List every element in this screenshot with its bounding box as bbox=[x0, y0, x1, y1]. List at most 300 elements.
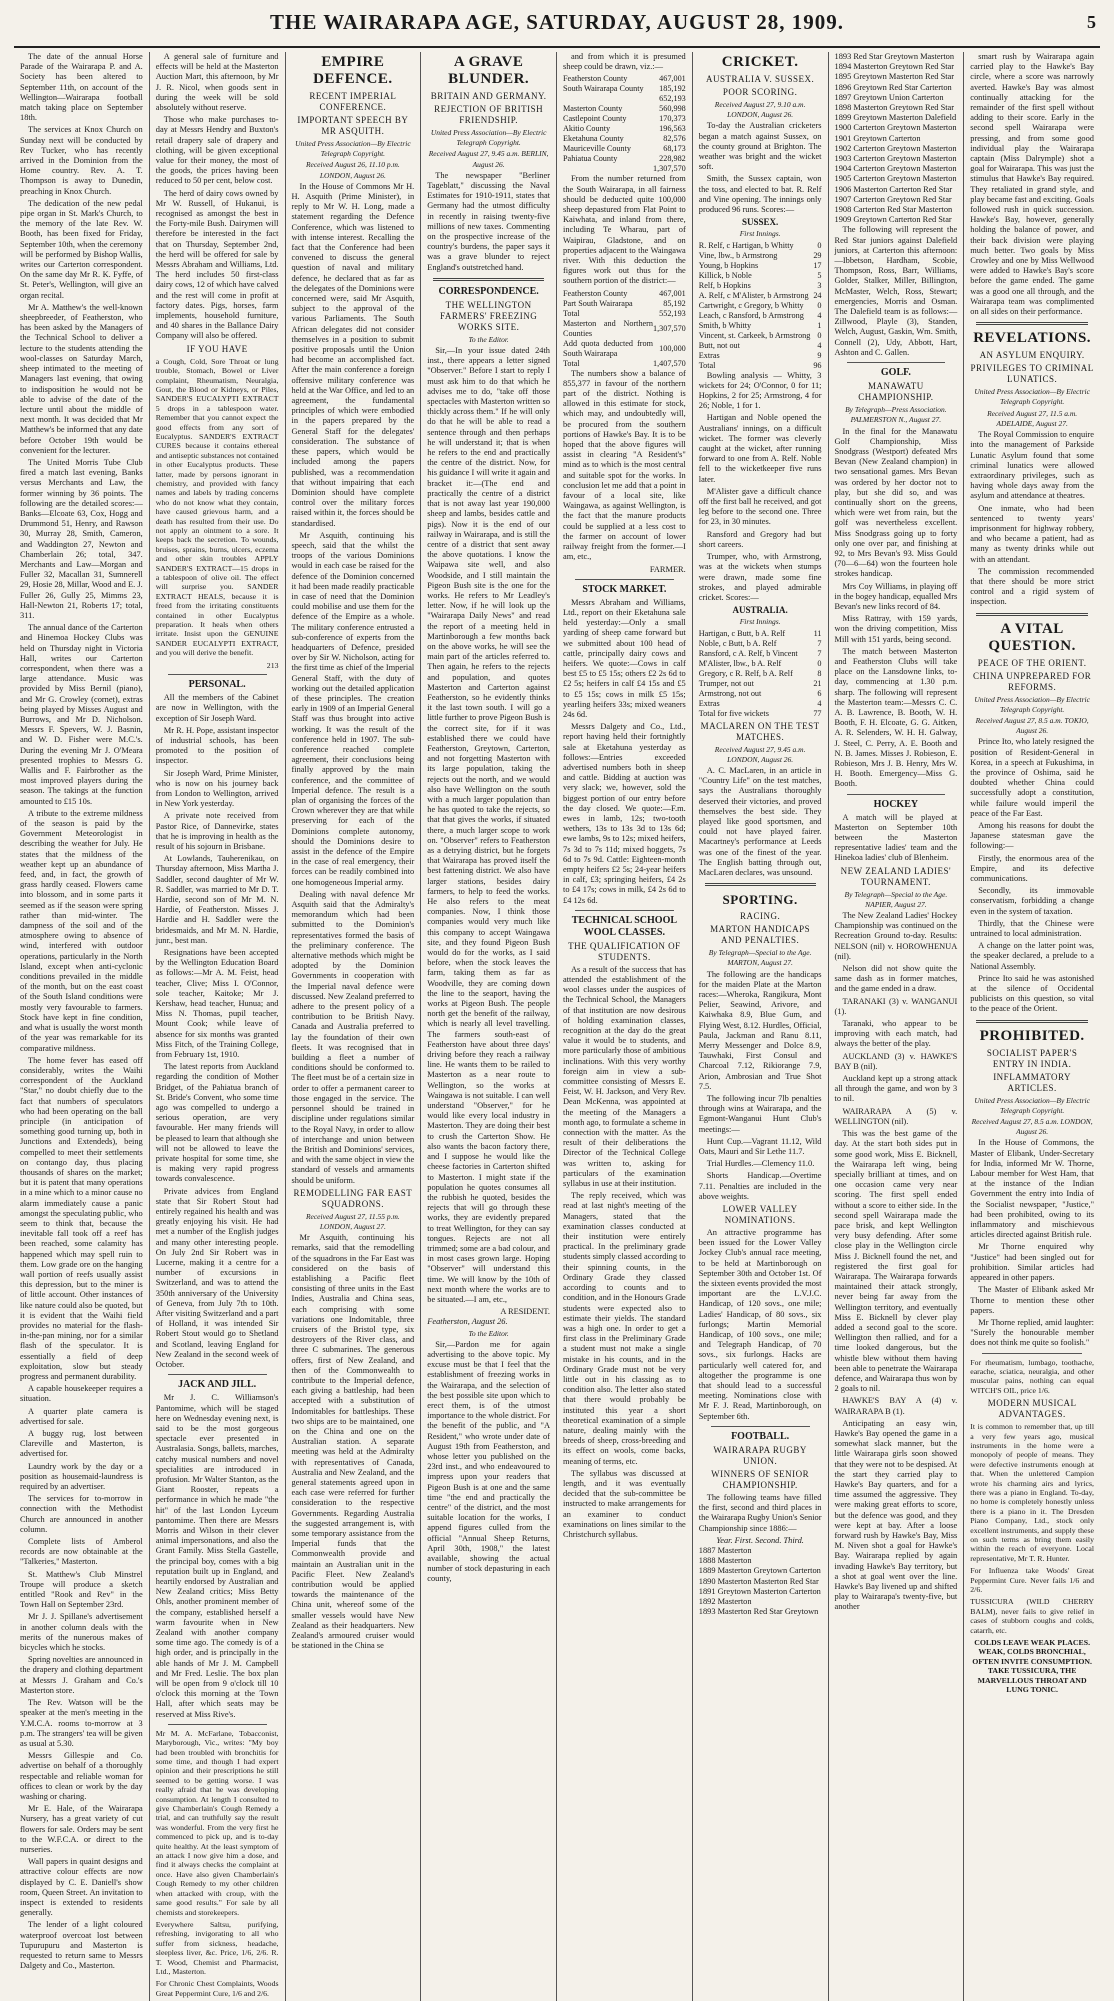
football-teams: The following will represent the Red Star juniors against Dalefield juniors, at Carterton this afternoon:—Ibbetson, Hardham, Scobie, Thompson, Ross, Barr, Williams, Golder, Stalker, Miller, Billington, McMaster, Welch, Ross, Stewart; emergencies, Morris and Osman. The Dalefield team is as follows:—Zillwood, Playle (3), Standen, Welch, August, Gaskin, Wm. Smith, Connell (2), Udy, Abbott, Hart, Ashton and C. Gallen. bbox=[834, 225, 958, 357]
stock-paragraph: Messrs Dalgety and Co., Ltd., report having held their fortnightly sale at Eketahuna yesterday as follows:—Entries exceeded advertised numbers both in sheep and cattle. Bidding at auction was very slack; we, however, sold the biggest portion of our entry before the day closed. We quote:—F.m. ewes in lamb, 12s; two-tooth wethers, 13s to 13s 3d to 13s 6d; ewe lambs, 9s to 12s; mixed heifers, 7s 3d to 7s 11d; mixed hoggets, 7s 6d to 7s 9d. Cattle: Eighteen-month empty heifers £2 5s; 24-year heifers in calf, £3; springing heifers, £4 2s to £4 17s; cows in milk, £4 2s 6d to £4 12s 6d. bbox=[563, 722, 686, 905]
personal-paragraph: Mr R. H. Pope, assistant inspector of industrial schools, has been promoted to the position of inspector. bbox=[155, 725, 279, 766]
score-row-value: 24 bbox=[813, 290, 822, 300]
score-row-label: Total for five wickets bbox=[698, 708, 769, 718]
championship-row: 1901 Greytown Carterton bbox=[834, 133, 921, 143]
score-row-label: Extras bbox=[698, 350, 720, 360]
score-row-value: 0 bbox=[817, 240, 822, 250]
sheep-row bbox=[563, 144, 686, 154]
golf-paragraph: Mrs Coy Williams, in playing off in the bogey handicap, equalled Mrs Bevan's new links record of 84. bbox=[834, 581, 958, 611]
championship-row: 1899 Greytown Masterton Dalefield bbox=[834, 113, 957, 123]
news-paragraph: A capable housekeeper requires a situation. bbox=[20, 1384, 143, 1404]
dateline: Received August 27, 9.45 a.m. LONDON, August 26. bbox=[714, 744, 806, 764]
hockey-paragraph: Anticipating an easy win, Hawke's Bay opened the game in a somewhat slack manner, but the little Wairarapa girls soon showed that they were not to be despised. At the start they carried play to Hawke's Bay quarters, and for a time assumed the aggressive. They were making great efforts to score, but the defence was good, and they were kept at bay. After a loose forward rush by Hawke's Bay, Miss M. Niven shot a goal for Hawke's Bay. Wairarapa replied by again invading Hawke's Bay territory, but a shot at goal went over the line. Hawke's Bay livened up and shifted play to Wairarapa's twenty-five, but another bbox=[834, 1418, 958, 1612]
empire-defence-subheading-2: IMPORTANT SPEECH BY MR ASQUITH. bbox=[297, 115, 409, 136]
to-editor: To the Editor. bbox=[468, 334, 509, 344]
news-paragraph: The dedication of the new pedal pipe organ in St. Mark's Church, to the memory of the late Rev. W. Booth, has been fixed for Friday, September 10th, when the ceremony will be performed by Bishop Wallis, writes our Carterton correspondent. On the same day Mr R. K. Fyffe, of St. Peter's, Wellington, will give an organ recital. bbox=[20, 198, 143, 300]
score-row-value: 11 bbox=[813, 628, 822, 638]
ad-reference: 213 bbox=[266, 660, 279, 670]
score-row-value: 4 bbox=[817, 698, 822, 708]
score-row-label: Armstrong, not out bbox=[698, 688, 762, 698]
championship-row: 1906 Masterton Carterton Red Star bbox=[834, 184, 953, 194]
sheep-row-value: 228,982 bbox=[659, 154, 686, 164]
personal-paragraph: A private note received from Pastor Rice, of Dannevirke, states that he is improving in health as the result of his sojourn in Brisbane. bbox=[155, 811, 279, 851]
divider bbox=[575, 910, 674, 911]
prohibited-body bbox=[970, 1138, 1094, 1348]
score-row-label: Leach, c Ransford, b Armstrong bbox=[698, 310, 804, 320]
racing-subheading: RACING. bbox=[739, 911, 781, 922]
hockey-paragraph: This was the best game of the day. At the start both sides put in some good work, Miss E. Bicknell, the Wairarapa left wing, being specially brilliant at times, and on one occasion came very near scoring. The first spell ended without a score to either side. In the second spell Wairarapa made the pace brisk, and kept Wellington very busy defending. After some close play in the Wellington circle Miss J. Bicknell found the net, and registered the first goal for Wairarapa. The Wairarapa forwards maintained their attack strongly, never being far away from the Wellington territory, and eventually Miss E. Bicknell by clever play added a second goal to the score. Wellington then rallied, and for a time looked dangerous, but the whistle blew without them having been able to penetrate the Wairarapa defence, and Wairarapa thus won by 2 goals to nil. bbox=[834, 1129, 958, 1394]
score-row bbox=[699, 301, 822, 311]
score-row-value: 9 bbox=[817, 350, 822, 360]
hockey-paragraph: The New Zealand Ladies' Hockey Championship was continued on the Recreation Ground to-day. Results: NELSON (nil) v. HOROWHENUA (nil). bbox=[834, 911, 958, 961]
dateline: Received August 27, 8.5 a.m. TOKIO, August 26. bbox=[975, 715, 1089, 736]
divider bbox=[168, 1374, 267, 1375]
cricket-paragraph: Smith, the Sussex captain, won the toss, and elected to bat. R. Relf and Vine opening. The innings only produced 96 runs. Scores:— bbox=[698, 174, 822, 215]
score-row bbox=[699, 261, 822, 271]
empire-defence-heading: EMPIRE DEFENCE. bbox=[313, 54, 393, 87]
orient-paragraph: Prince Ito said he was astonished at the silence of Occidental publicists on this question, so vital to the peace of the Orient. bbox=[970, 973, 1094, 1014]
score-row bbox=[699, 341, 822, 351]
championship-row: 1903 Carterton Greytown Masterton bbox=[834, 154, 957, 164]
jack-and-jill-heading: JACK AND JILL. bbox=[178, 1379, 257, 1391]
letter-paragraph: Sir,—In your issue dated 24th inst., there appears a letter signed "Observer." Before I start to reply I must ask him to do that which he advises me to do, "take off those spectacles with Masterton written so thickly across them." If he will only do that he will be able to read a sentence through and then perhaps he will understand it; that is when he refers to the end and practically the centre of the district. Now, for his guidance I will write it again and bracket it:—(The end and practically the centre of a district that is not away last year 190,000 sheep and lambs, besides cattle and pigs). Now it is the end of our railway in Wairarapa, and is still the centre of a district that sent away the above quotations. I know the Waipawa site well, and also Woodside, and I still maintain the Pigeon Bush site is the one for the works. He refers to Mr Leadley's letter. Now, if he will look up the "Wairarapa Daily News" and read the report of a meeting held in Martinborough a few months back on the above works, he will see the main part of the articles referred to. Then again, he refers to the rejects and population, and quotes Masterton and Carterton against Featherston, so he evidently thinks it the last town south. I will go a little further to prove Pigeon Bush is the correct site, for if it was established there we could have Featherston, Greytown, Carterton, and not forgetting Masterton with its large population, taking the rejects out the north, and we would also have Wellington on the south with a much larger population than he has quoted to take the rejects, so that that gives the works, if situated there, a much larger scope to work on. "Observer" refers to Featherston as a detrying district, but he forgets that Wairarapa has proved itself the best fattening district. We also have larger stations, besides dairy farmers, to help to feed the works. He also refers to the meat companies. Now, I think those companies would very much like this company to accept Waingawa site, and they found Pigeon Bush would do for the works, as I said before, when the stock leaves the farm, taking them as far as Woodville, they are coming down the line to the seaport, having the works at Pigeon Bush. The people north get the benefit of the railway, which is nearly all level travelling. The farmers south-east of Featherston have about three days' driving before they reach a railway line. He wants them to be railed to Masterton as a near route to Wellington, so the works at Waingawa is not suitable. I can well understand "Observer," for he would like every local industry in Masterton. They are doing their best to crush the Carterton Show. He also wants the bacon factory there, and I suppose he would like the cheese factories in Carterton shifted to Masterton. I might state if the population he quotes consumes all the rubbish he quoted, besides the rejects that will go through these works, they are evidently prepared to treat Wellington, for they can say tongues. Rejects are not all trimmed; some are a bad colour, and in most cases grown large. Hoping "Observer" will understand this time. We will know by the 10th of next month where the works are to be situated.—I am, etc., bbox=[427, 346, 550, 1304]
tussicura-advertisement: TUSSICURA (WILD CHERRY BALM), never fails to give relief in cases of stubborn coughs and colds, catarrh, etc. bbox=[970, 1597, 1094, 1635]
divider bbox=[168, 674, 267, 675]
hockey-body: A match will be played at Masterton on September 10th between the Masterton representative ladies' team and the Hinekoa ladies' club of Blenheim. bbox=[834, 812, 958, 863]
football-body: The following teams have filled the first, second and third places in the Wairarapa Rugby Union's Senior Championship since 1886:— bbox=[698, 1492, 822, 1533]
football-heading: FOOTBALL. bbox=[731, 1430, 790, 1442]
news-paragraph: A tribute to the extreme mildness of the season is paid by the Government Meteorologist in describing the weather for July. He states that the mildness of the weather kept up an abundance of feed, and, in fact, the growth of grass hardly ceased. Flowers came into blossom, and in some parts it seemed as if the season were spring rather than mid-winter. The dampness of the soil and of the atmosphere owing to absence of wind, interfered with outdoor operations, particularly in the North Island, except when anti-cyclonic conditions prevailed in the middle of the month, but on the east coast of the South Island conditions were mostly very favourable to farmers. Stock have kept in fine condition, and what is usually the worst month of the year was remarkable for its comparative mildness. bbox=[20, 808, 143, 1053]
technical-paragraph: As a result of the success that has attended the establishment of the wool classes under the auspices of the Technical School, the Managers of that institution are now desirous of holding examination classes, recognition at the day do the great value it would be to students, and more particularly those of ambitious inclinations. With this very worthy foreign aim in view a sub-committee consisting of Messrs E. Feist, W. H. Jackson, and Very Rev. Dean McKenna, was appointed at the meeting of the Managers a month ago, to formulate a scheme in connection with the matter. As the result of their deliberations the Director of the Technical College was written to, asking for particulars of the examination syllabus in use at their institution. bbox=[563, 964, 686, 1189]
hockey-paragraph: AUCKLAND (3) v. HAWKE'S BAY B (nil). bbox=[834, 1051, 958, 1071]
cricket-subheading-2: POOR SCORING. bbox=[722, 87, 798, 97]
sheep-row-value: 467,001 bbox=[659, 288, 686, 298]
empire-defence-subheading: RECENT IMPERIAL CONFERENCE. bbox=[309, 91, 397, 112]
dateline: By Telegraph—Special to the Age. MARTON, August 27. bbox=[708, 948, 812, 968]
peppermint-advertisement: For Influenza take Woods' Great Peppermint Cure. Never fails 1/6 and 2/6. bbox=[970, 1566, 1094, 1595]
cricket-paragraph: Hartigan and Noble opened the Australians' innings, on a difficult wicket. The former was cleverly caught at the wicket, after running forward to one from A. Relf. Noble fell to the wicketkeeper five runs later. bbox=[698, 413, 822, 484]
grave-blunder-subheading: BRITAIN AND GERMANY. bbox=[430, 91, 547, 101]
score-row bbox=[699, 659, 822, 669]
divider bbox=[976, 613, 1088, 616]
golf-paragraph: In the final for the Manawatu Golf Championship, Miss Snodgrass (Westport) defeated Mrs Bevan (New Zealand champion) in two sensational games. Mrs Bevan was ordered by her doctor not to play, but she did so, and was continually short on the greens, which were wet from rain, but the golf was nevertheless excellent. Miss Snodgrass going up to forty only one over par, and finishing at 92, to Mrs Bevan's 93. Miss Gould (70—6—64) won the fourteen hole strokes handicap. bbox=[834, 426, 958, 579]
score-row-value: 17 bbox=[813, 260, 822, 270]
sheep-returns-table bbox=[563, 74, 686, 174]
revelations-paragraph: One inmate, who had been sentenced to twenty years' imprisonment for highway robbery, and who became a patient, had as many as twenty drinks while out with an attendant. bbox=[970, 503, 1094, 564]
marton-body: The following are the handicaps for the maiden Plate at the Marton races:—Wheroka, Rangikura, Mont Pelier, Seawind, Arivore, and Kaiwhaka 8.9, Blue Gum, and Flying West, 8.12. Hurdles, Official, Paula, Jackman and Ranu 8.11, Merry Messenger and Dolce 8.9, Tauwhaki, First Consul and Charcoal 7.12, Rikiorange 7.9, Arion, Ambrosian and True Shot 7.5. bbox=[698, 969, 822, 1091]
divider bbox=[705, 883, 816, 886]
score-row-label: Butt, not out bbox=[698, 340, 740, 350]
score-row-label: Trumper, not out bbox=[698, 678, 754, 688]
football-rows bbox=[699, 1546, 822, 1617]
divider bbox=[168, 1724, 267, 1725]
newspaper-title: THE WAIRARAPA AGE, SATURDAY, AUGUST 28, 1909. bbox=[269, 10, 844, 34]
grave-blunder-subheading-2: REJECTION OF BRITISH FRIENDSHIP. bbox=[434, 104, 544, 125]
hockey-paragraph: Auckland kept up a strong attack all through the game, and won by 3 to nil. bbox=[834, 1074, 958, 1104]
news-paragraph: St. Matthew's Club Minstrel Troupe will produce a sketch entitled "Rook and Rev" in the Town Hall on September 23rd. bbox=[20, 1569, 143, 1610]
score-row bbox=[699, 351, 822, 361]
letter-signature: A RESIDENT. bbox=[500, 1307, 550, 1317]
cricket-paragraph: To-day the Australian cricketers began a match against Sussex, on the county ground at Brighton. The weather was bright and the wicket soft. bbox=[698, 121, 822, 172]
sheep-row-value: 82,576 bbox=[663, 134, 686, 144]
sheep-row-value: 85,192 bbox=[663, 298, 686, 308]
score-row-value: 0 bbox=[817, 330, 822, 340]
musical-advertisement: It is common to remember that, up till a very few years ago, musical instruments in the home were a monopoly of people of means. They were defective instruments enough at that. When the unlettered Campion wrote his charming airs and lyrics, there was a piano in England. To-day, no home is completely honestly unless there is a piano in it. The Dresden Piano Company, Ltd., stock only excellent instruments, and supply these on such terms as bring them easily within the reach of everyone. Local representative, Mr T. R. Hunter. bbox=[970, 1422, 1094, 1563]
score-row-label: R. Relf, c Hartigan, b Whitty bbox=[698, 240, 794, 250]
personal-paragraph: Sir Joseph Ward, Prime Minister, who is now on his journey back from London to Wellington, arrived in New York yesterday. bbox=[155, 768, 279, 809]
chamberlain-advertisement: Mr M. A. McFarlane, Tobacconist, Maryborough, Vic., writes: "My boy had been troubled with bronchitis for some time, and though I had expert opinion and their prescriptions he still seemed to be getting worse. I was really afraid that he was developing consumption. At length I consulted to give Chamberlain's Cough Remedy a trial, and can truthfully say the result was wonderful. From the very first he commenced to pick up, and is to-day quite healthy. At the least symptom of an attack I now give him a dose, and find it always checks the complaint at once. Have also given Chamberlain's Cough Remedy to my other children when attacked with croup, with the same good results." For sale by all chemists and storekeepers. bbox=[155, 1728, 279, 1917]
score-row-value: 7 bbox=[817, 648, 822, 658]
column-4 bbox=[421, 52, 557, 2001]
score-row bbox=[699, 689, 822, 699]
sheep-row-label: Part South Wairarapa bbox=[563, 298, 633, 308]
divider bbox=[433, 278, 544, 281]
cable-credit: United Press Association—By Electric Telegraph Copyright. bbox=[974, 1095, 1090, 1115]
dateline: Received August 27, 11.55 p.m. LONDON, August 27. bbox=[305, 1211, 400, 1231]
sheep-row bbox=[563, 289, 686, 299]
news-paragraph: Wall papers in quaint designs and attractive colour effects are now displayed by C. E. Daniell's show room, Queen Street. An invitation to inspect is extended to residents generally. bbox=[20, 1857, 143, 1918]
news-paragraph: The date of the annual Horse Parade of the Wairarapa P. and A. Society has been altered to September 11th, on account of the Wellington—Wairarapa football match taking place on September 18th. bbox=[20, 52, 143, 123]
score-row-value: 1 bbox=[817, 320, 822, 330]
score-row-label: Extras bbox=[698, 698, 720, 708]
sheep-row-value: 100,000 bbox=[659, 343, 686, 353]
saltsu-advertisement: Everywhere Saltsu, purifying, refreshing, invigorating to all who suffer from sickness, headache, sleepless liver, &c. Price, 1/6, 2/6. R. T. Wood, Chemist and Pharmacist, Ltd., Masterton. bbox=[155, 1919, 279, 1976]
news-paragraph: Mr J. J. Spillane's advertisement in another column deals with the merits of the nunerous makes of bicycles which he stocks. bbox=[20, 1612, 143, 1653]
dateline: Received August 27, 9.10 a.m. LONDON, August 26. bbox=[714, 100, 806, 120]
correspondence-heading: CORRESPONDENCE. bbox=[438, 285, 539, 297]
news-paragraph: The services at Knox Church on Sunday next will be conducted by Rev Tucker, who has recently arrived in the Dominion from the Home country. Rev. A. T. Thompson is away to Dunedin, preaching in Knox Church. bbox=[20, 125, 143, 196]
prohibited-paragraph: The Master of Elibank asked Mr Thorne to mention these other papers. bbox=[970, 1285, 1094, 1315]
score-row-label: Noble, c Butt, b A. Relf bbox=[698, 638, 777, 648]
divider bbox=[976, 322, 1088, 325]
dateline: Received August 27, 11.5 a.m. ADELAIDE, August 27. bbox=[987, 408, 1078, 428]
colds-advertisement: COLDS LEAVE WEAK PLACES. WEAK, COLDS BRONCHIAL, OFTEN INVITE CONSUMPTION. TAKE TUSSICURA, THE MARVELLOUS THROAT AND LUNG TONIC. bbox=[972, 1638, 1093, 1695]
letter-paragraph: The numbers show a balance of 855,377 in favour of the northern part of the district. Nothing is allowed in this estimate for stock, which may, and undoubtedly will, be procured from the southern portions of Hawke's Bay. It is to be hoped that the above figures will assist in clearing "A Resident's" mind as to which is the most central and suitable spot for the works. In conclusion let me add that a point in favour of a local site, like Waingawa, as against Wellington, is the fact that the manure products could be supplied at a less cost to the farmer on account of lower railway freight from the former.—I am, etc., bbox=[563, 368, 686, 562]
orient-paragraph: Secondly, its immovable conservatism, forbidding a change even in the system of taxation. bbox=[970, 886, 1094, 916]
sheep-row-value: 170,373 bbox=[659, 114, 686, 124]
sheep-row-value: 1,307,570 bbox=[653, 164, 686, 174]
score-row-value: 6 bbox=[817, 688, 822, 698]
golf-paragraph: The match between Masterton and Featherston Clubs will take place on the Lansdowne links, to-day, commencing at 1.30 p.m. sharp. The following will represent the Masterton team:—Messrs C. C. A. B. Lawrence, B. Booth, W. H. Booth, F. H. Elcoate, G. G. Aitken, A. R. Selenders, W. H. H. Galway, J. Steel, C. Perry, A. E. Booth and N. B. James. Misses J. Robieson, E. Robieson, Mrs J. B. Henry, Mrs W. H. Booth. Emergency—Miss G. Booth. bbox=[834, 646, 958, 789]
championship-row: 1905 Carterton Greytown Masterton bbox=[834, 174, 957, 184]
sheep-row-value: 652,193 bbox=[659, 94, 686, 104]
article-paragraph: Dealing with naval defence Mr Asquith said that the Admiralty's memorandum which had been submitted to the Dominion's representatives formed the basis of the preliminary conference. The alternative methods which might be adopted by the Dominion Governments in cooperation with the Imperial naval defence were discussed. New Zealand preferred to adhere to the present policy of a contribution to be British Navy. Canada and Australia preferred to lay the foundation of their own fleets. It was recognised that in building a fleet a number of conditions should be conformed to. The fleet must be of a certain size in order to offer a permanent career to those engaged in the service. The personnel should be trained in discipline under regulations similar to the Royal Navy, in order to allow of interchange and union between the British and Dominions' services, and with the same object in view the standard of vessels and armaments should be uniform. bbox=[291, 889, 415, 1185]
revelations-paragraph: The commission recommended that there should be more strict control and a rigid system of inspection. bbox=[970, 566, 1094, 607]
personal-paragraph: The latest reports from Auckland regarding the condition of Mother Bridget, of the Pahiatua branch of St. Bride's Convent, who some time ago was compelled to undergo a serious operation, are very favourable. Her many friends will be pleased to learn that although she will not be allowed to leave the private hospital for some time, she is making very rapid progress towards convalescence. bbox=[155, 1062, 279, 1184]
score-row bbox=[699, 251, 822, 261]
hockey-paragraph: Nelson did not show quite the same dash as in former matches, and the game ended in a draw. bbox=[834, 964, 958, 994]
australia-scorecard bbox=[699, 629, 822, 719]
prohibited-subheading: SOCIALIST PAPER'S ENTRY IN INDIA. bbox=[986, 1047, 1078, 1069]
news-paragraph: Messrs Gillespie and Co. advertise on behalf of a thoroughly respectable and reliable woman for offices to clean or work by the day washing or charing. bbox=[20, 1751, 143, 1801]
column-2 bbox=[150, 52, 286, 2001]
sussex-heading: SUSSEX. bbox=[741, 217, 779, 228]
revelations-paragraph: The Royal Commission to enquire into the management of Parkside Lunatic Asylum found that some criminal lunatics were allowed extraordinary privileges, such as having whole days away from the asylum and attendance at theatres. bbox=[970, 430, 1094, 501]
score-row bbox=[699, 649, 822, 659]
championship-row: 1898 Masterton Greytown Red Star bbox=[834, 103, 955, 113]
technical-school-heading: TECHNICAL SCHOOL WOOL CLASSES. bbox=[571, 914, 678, 938]
cricket-paragraph: Trumper, who, with Armstrong, was at the wickets when stumps were drawn, made some fine strokes, and played admirable cricket. Scores:— bbox=[698, 552, 822, 602]
letter-place: Featherston, August 26. bbox=[427, 1317, 508, 1327]
score-row-label: Hartigan, c Butt, b A. Relf bbox=[698, 628, 786, 638]
sheep-row-label: Add quota deducted from South Wairarapa bbox=[563, 338, 653, 358]
score-row-value: 0 bbox=[817, 658, 822, 668]
pantomime-paragraph: Mr J. C. Williamson's Pantomime, which will be staged here on Wednesday evening next, is said to be the most gorgeous spectacle ever presented in Australasia. Songs, ballets, marches, catchy musical numbers and novel specialities are introduced in profusion. Mr Walter Stanton, as the Giant Rooster, repeats a performance in which he made "the hit" of the last London Lyceum pantomime. Then there are Messrs Morris and Wilson in their clever animal impersonations, and also the Grant Family. Miss Stella Gastelle, the principal boy, comes with a big reputation built up in England, and heartily endorsed by Australian and New Zealand critics; Miss Betty Ohls, another prominent member of the company, established herself a warm favourite when in New Zealand with another company some time ago. The comedy is of a high order, and is principally in the able hands of Mr J. M. Campbell and Mr Fred. Leslie. The box plan will be open from 9 o'clock till 10 o'clock this morning at the Town Hall, after which seats may be reserved at Miss Rive's. bbox=[155, 1393, 279, 1719]
score-row-label: Cartwright, c Gregory, b Whitty bbox=[698, 300, 804, 310]
column-7 bbox=[829, 52, 965, 2001]
sheep-row-label: Mauriceville County bbox=[563, 144, 631, 154]
championship-row: 1887 Masterton bbox=[698, 1545, 752, 1555]
ad-heading: IF YOU HAVE bbox=[186, 343, 248, 354]
musical-ad-heading: MODERN MUSICAL ADVANTAGES. bbox=[987, 1398, 1077, 1420]
news-paragraph: Mr E. Hale, of the Wairarapa Nursery, has a great variety of cut flowers for sale. Orders may be sent to the W.F.C.A. or direct to the nurseries. bbox=[20, 1804, 143, 1854]
score-row-value: 29 bbox=[813, 250, 822, 260]
page-number: 5 bbox=[1087, 12, 1096, 32]
far-east-body bbox=[292, 1233, 415, 1651]
jack-and-jill-items bbox=[156, 1393, 279, 1720]
sheep-row-label: Eketahuna County bbox=[563, 134, 624, 144]
hockey-paragraph: WAIRARAPA A (5) v. WELLINGTON (nil). bbox=[834, 1106, 958, 1126]
championship-row: 1902 Carterton Greytown Masterton bbox=[834, 143, 957, 153]
orient-paragraph: A change on the latter point was, the speaker declared, a prelude to a National Assembly. bbox=[970, 941, 1094, 971]
cricket-paragraph: Ransford and Gregory had but short careers. bbox=[698, 529, 822, 549]
score-row-value: 96 bbox=[813, 360, 822, 370]
news-paragraph: The United Morris Tube Club fired a match last evening, Banks versus Merchants and Law, the former winning by 36 points. The following are the detailed scores:—Banks—Elcoate 63, Cox, Hogg and Drummond 51, Henry, and Rawson 30, Murray 28, Smith, Cameron, and Waddington 27, Newton and Chamberlain 26; total, 347. Merchants and Law—Morgan and Fuller 32, Macallan 31, Sumnerell 29, Hosie 28, Millar, Wood and E. J. Fuller 26, Gully 25, Mimms 23, Hall-Newton 21, Roberts 17; total, 311. bbox=[20, 457, 143, 620]
technical-paragraph: The syllabus was discussed at length, and it was eventually decided that the sub-committee be instructed to make arrangements for an examiner to conduct examinations on lines similar to the Christchurch syllabus. bbox=[563, 1468, 686, 1539]
empire-defence-body bbox=[292, 182, 415, 1186]
masthead bbox=[14, 6, 1100, 48]
sheep-row-value: 1,407,570 bbox=[653, 358, 686, 368]
vital-question-heading: A VITAL QUESTION. bbox=[988, 620, 1076, 654]
letter-conclusion bbox=[563, 369, 686, 563]
championship-row: 1893 Masterton Red Star Greytown bbox=[698, 1607, 819, 1617]
score-row-value: 7 bbox=[817, 638, 822, 648]
score-row-value: 77 bbox=[813, 708, 822, 718]
news-paragraph: A general sale of furniture and effects will be held at the Masterton Auction Mart, this afternoon, by Mr J. R. Nicol, when goods sent in during the week will be sold absolutely without reserve. bbox=[155, 52, 279, 113]
score-row-label: Ransford, c A. Relf, b Vincent bbox=[698, 648, 798, 658]
marton-heading: MARTON HANDICAPS AND PENALTIES. bbox=[710, 924, 811, 946]
sheep-row bbox=[563, 134, 686, 144]
score-row-label: Smith, b Whitty bbox=[698, 320, 752, 330]
personal-paragraph: At Lowlands, Tauherenikau, on Thursday afternoon, Miss Martha J. Saddler, second daughter of Mr W. R. Saddler, was married to Mr D. T. Hardie, second son of Mr M. N. Hardie, of Featherston. Misses J. Hardie and H. Saddler were the bridesmaids, and Mr M. N. Hardie, junr., best man. bbox=[155, 854, 279, 945]
divider bbox=[847, 794, 946, 795]
sheep-row bbox=[563, 309, 686, 319]
sheep-row bbox=[563, 74, 686, 84]
sheep-row-label: Masterton and Northern Counties bbox=[563, 318, 653, 338]
orient-paragraph: Among his reasons for doubt the Japanese statesman gave the following:— bbox=[970, 820, 1094, 851]
golf-subheading: MANAWATU CHAMPIONSHIP. bbox=[858, 381, 934, 403]
sheep-row-value: 1,307,570 bbox=[653, 323, 686, 333]
dateline: Received August 27, 9.45 a.m. BERLIN, August 26. bbox=[428, 149, 549, 169]
hockey-continued: smart rush by Wairarapa again carried play to the Hawke's Bay circle, where a score was narrowly averted. Hawke's Bay was almost continually attacking for the remainder of the first spell without adding to their score. Early in the second spell Wairarapa were pressing, and from some good individual play the Wairarapa captain (Miss Dalrymple) shot a goal for Wairarapa. This was just the stimulus that Hawke's Bay required. They retaliated in grand style, and play became fast and exciting. Goals followed rush in quick succession. Hawke's Bay, however, generally holding the balance of power, and their back division were playing much better. Two goals by Miss Crowley and one by Miss Wellwood were added to Hawke's Bay's score before the game ended. The game was a good one all through, and the Wairarapa team was complimented on all sides on their performance. bbox=[970, 52, 1094, 317]
news-paragraph: A quarter plate camera is advertised for sale. bbox=[20, 1406, 143, 1426]
cable-credit: United Press Association—By Electric Telegraph Copyright. bbox=[974, 694, 1090, 714]
football-subheading-2: WINNERS OF SENIOR CHAMPIONSHIP. bbox=[711, 1468, 810, 1490]
local-notes bbox=[20, 52, 143, 1971]
score-row bbox=[699, 291, 822, 301]
orient-paragraph: Thirdly, that the Chinese were untrained to local administration. bbox=[970, 918, 1094, 939]
personal-items bbox=[156, 693, 279, 1370]
vital-question-subheading-2: CHINA UNPREPARED FOR REFORMS. bbox=[973, 670, 1092, 692]
witchs-oil-advertisement: For rheumatism, lumbago, toothache, earache, sciatica, neuralgia, and other muscular pains, nothing can equal WITCH'S OIL, price 1/6. bbox=[970, 1357, 1094, 1395]
letter-paragraph: Sir,—Pardon me for again advertising to the above topic. My excuse must be that I feel that the establishment of freezing works in the Wairarapa, and the selection of the best possible site upon which to erect them, is of the utmost importance to the whole district. For the benefit of the public, and "A Resident," who wrote under date of August 19th from Featherston, and whose letter you published on the 23rd inst., and who endeavoured to impress upon your readers that Pigeon Bush is at one and the same time "the end and practically the centre" of the district, and the most suitable location for the works, I append figures culled from the official "Annual Sheep Returns, April 30th, 1908," the latest available, showing the actual number of stock depasturing in each county, bbox=[427, 1339, 550, 1584]
hockey-paragraph: HAWKE'S BAY A (4) v. WAIRARAPA B (1). bbox=[834, 1396, 958, 1416]
news-paragraph: Complete lists of Amberol records are now obtainable at the "Talkeries," Masterton. bbox=[20, 1537, 143, 1567]
championship-row: 1908 Carterton Red Star Masterton bbox=[834, 205, 953, 215]
golf-heading: GOLF. bbox=[880, 367, 911, 379]
sheep-row bbox=[563, 104, 686, 114]
column-3 bbox=[286, 52, 422, 2001]
sheep-row-label: South Wairarapa County bbox=[563, 84, 644, 94]
revelations-subheading: AN ASYLUM ENQUIRY. bbox=[979, 350, 1085, 361]
sheep-row bbox=[563, 319, 686, 339]
cable-credit: United Press Association—By Electric Telegraph Copyright. bbox=[974, 387, 1090, 407]
divider bbox=[847, 362, 946, 363]
lower-valley-heading: LOWER VALLEY NOMINATIONS. bbox=[722, 1204, 798, 1226]
cricket-paragraph: M'Alister gave a difficult chance off the first ball he received, and got leg before to the second one. Three for 23, in 30 minutes. bbox=[698, 486, 822, 527]
championship-row: 1896 Greytown Red Star Carterton bbox=[834, 82, 952, 92]
cable-credit: United Press Association—By Electric Telegraph Copyright. bbox=[295, 139, 411, 159]
score-row-label: M'Alister, lbw., b A. Relf bbox=[698, 658, 782, 668]
peppermint-advertisement: For Chronic Chest Complaints, Woods Great Peppermint Cure, 1/6 and 2/6. bbox=[155, 1979, 279, 1998]
sheep-row-value: 185,192 bbox=[659, 84, 686, 94]
sheep-row bbox=[563, 124, 686, 134]
sheep-row-value: 552,193 bbox=[659, 308, 686, 318]
cricket-paragraph: Bowling analysis — Whitty, 3 wickets for 24; O'Connor, 0 for 11; Hopkins, 2 for 25; Armstrong, 4 for 26; Noble, 1 for 1. bbox=[698, 370, 822, 411]
dateline: By Telegraph—Press Association. PALMERSTON N., August 27. bbox=[845, 405, 947, 425]
letter-continued: and from which it is presumed sheep could be drawn, viz.:— bbox=[563, 52, 686, 72]
grave-blunder-body: The newspaper "Berliner Tageblatt," discussing the Naval Estimates for 1910-1911, states that Germany had the utmost difficulty in recently in raising twenty-five millions of new taxes. Commenting on the prospective increase of the country's burdens, the paper says it was a grave blunder to reject England's outstretched hand. bbox=[427, 170, 550, 272]
prohibited-paragraph: In the House of Commons, the Master of Elibank, Under-Secretary for India, informed Mr W. Thorne, Labour member for West Ham, that at the instance of the Indian Government the entry into India of the Socialist newspaper, "Justice," had been prohibited, owing to its inflammatory and mischievous articles directed against British rule. bbox=[970, 1138, 1094, 1240]
personal-paragraph: All the members of the Cabinet are now in Wellington, with the exception of Sir Joseph Ward. bbox=[155, 693, 279, 723]
divider bbox=[982, 1353, 1082, 1354]
championship-row: 1894 Masterton Greytown Red Star bbox=[834, 62, 955, 72]
far-east-subheading: REMODELLING FAR EAST SQUADRONS. bbox=[293, 1187, 413, 1209]
local-notes-2 bbox=[156, 52, 279, 342]
cricket-body bbox=[699, 371, 822, 603]
news-paragraph: Spring novelties are announced in the drapery and clothing department at Messrs J. Graham and Co.'s Masterton store. bbox=[20, 1655, 143, 1695]
dateline: Received August 26, 11.10 p.m. LONDON, August 26. bbox=[305, 160, 400, 180]
news-paragraph: Those who make purchases to-day at Messrs Hendry and Buxton's retail drapery sale of drapery and clothing, will be given exceptional value for their money, the most of the goods, the prices having been reduced to 50 per cent, below cost. bbox=[155, 115, 279, 186]
personal-heading: PERSONAL. bbox=[188, 679, 246, 691]
nz-ladies-heading: NEW ZEALAND LADIES' TOURNAMENT. bbox=[840, 865, 952, 887]
sheep-row-label: Pahiatua County bbox=[563, 154, 618, 164]
news-paragraph: The annual dance of the Carterton and Hinemoa Hockey Clubs was held on Thursday night in Victoria Hall, writes our Carterton correspondent, when there was a large attendance. Music was provided by Miss Bernil (piano), and Mr G. Crowley (cornet), extras being played by Misses August and Burrows, and Mr D. Nicholson. Messrs F. Spevers, W. J. Basnin, and W. D. Fisher were M.C.'s. During the evening Mr J. O'Meara presented trophies to Messrs G. Wallis and F. Fairbrother as the most improved players during the season. The takings at the function amounted to £15 10s. bbox=[20, 623, 143, 806]
column-5 bbox=[557, 52, 693, 2001]
orient-paragraph: Prince Ito, who lately resigned the position of Resident-General in Korea, in a speech at Fukushima, in the province of Oshima, said he doubted whether China could successfully adopt a constitution, while failure would imperil the peace of the Far East. bbox=[970, 737, 1094, 818]
stock-market-heading: STOCK MARKET. bbox=[582, 583, 667, 595]
score-row bbox=[699, 679, 822, 689]
score-row bbox=[699, 639, 822, 649]
score-row bbox=[699, 241, 822, 251]
sanders-advertisement: a Cough, Cold, Sore Throat or lung trouble, Stomach, Bowel or Liver complaint, Rheumatism, Neuralgia, Gout, the Blood or Kidneys, or Piles, SANDER'S EUCALYPTI EXTRACT 5 drops in a tablespoon water. Remember that you cannot expect the good effects from any sort of Eucalyptus. SANDER'S EXTRACT CURES because it contains ethereal and antiseptic substances not contained in other Eucalyptus products. These latter, made by persons ignorant in chemistry, and provided with fancy names and labels by trading concerns who do not know what they contain, have caused grievous harm, and a death has resulted from their use. Do not apply an ointment to a sore. It keeps back the secretion. To wounds, bruises, sprains, burns, ulcers, eczema and other skin troubles APPLY SANDER'S EXTRACT—15 drops in a tablespoon of olive oil. The effect will surprise you. SANDER EXTRACT HEALS, because it is freed from the irritating constituents contained in other Eucalyptus preparation. It heals when others irritate. Insist upon the GENUINE SANDER EUCALYPTI EXTRACT, and you will derive the benefit. bbox=[155, 356, 279, 658]
nz-ladies-body bbox=[835, 911, 958, 1613]
technical-school-body bbox=[563, 965, 686, 1540]
score-row-value: 21 bbox=[813, 678, 822, 688]
correspondence-subheading: THE WELLINGTON FARMERS' FREEZING WORKS SITE. bbox=[440, 299, 538, 332]
sheep-row bbox=[563, 94, 686, 104]
letter-body bbox=[427, 346, 550, 1305]
stock-market-body bbox=[563, 598, 686, 906]
column-6 bbox=[693, 52, 829, 2001]
sheep-row-label: Masterton County bbox=[563, 104, 623, 114]
score-row-value: 8 bbox=[817, 668, 822, 678]
sheep-returns-table-2 bbox=[563, 289, 686, 369]
news-paragraph: Laundry work by the day or a position as housemaid-laundress is required by an advertiser. bbox=[20, 1461, 143, 1492]
championship-row: 1904 Carterton Greytown Masterton bbox=[834, 164, 957, 174]
score-row bbox=[699, 699, 822, 709]
sheep-row-label bbox=[563, 94, 650, 104]
article-paragraph: Mr Asquith, continuing his remarks, said that the remodelling of the squadrons in the Far East was considered on the basis of establishing a Pacific fleet consisting of three units in the East Indies, Australia and China seas, each comprising with some variations one Indomitable, three cruisers of the Bristol type, six destroyers of the River class, and three C submarines. The generous offers, first of New Zealand, and then of the Commonwealth to contribute to the Imperial defence, each giving a battleship, had been accepted with a substitution of Indomitables for battleships. These two ships are to be maintained, one on the China and one on the Australian station. A separate meeting was held at the Admiralty with representatives of Canada, Australia and New Zealand, and the general statements agreed upon in each case were referred for further consideration to the respective Governments. Regarding Australia the suggested arrangement is, with some temporary assistance from the Imperial funds that the Commonwealth provide and maintain an Australian unit in the Pacific Fleet. New Zealand's contribution would be applied towards the maintenance of the China unit, whereof some of the smaller vessels would have New Zealand as their headquarters. New Zealand's armoured cruiser would be stationed in the China se bbox=[291, 1233, 415, 1651]
marton-body: Trial Hurdles.—Clemency 11.0. bbox=[706, 1159, 815, 1169]
score-row bbox=[699, 331, 822, 341]
score-row-value: 4 bbox=[817, 340, 822, 350]
cricket-heading: CRICKET. bbox=[721, 54, 799, 70]
score-row-value: 3 bbox=[817, 280, 822, 290]
score-row-label: Gregory, c R. Relf, b A. Relf bbox=[698, 668, 793, 678]
sheep-row-value: 196,563 bbox=[659, 124, 686, 134]
sheep-row-label: Featherston County bbox=[563, 288, 628, 298]
divider bbox=[976, 1020, 1088, 1023]
sussex-scorecard bbox=[699, 241, 822, 371]
news-paragraph: The services for to-morrow in connection with the Methodist Church are announced in another column. bbox=[20, 1494, 143, 1534]
prohibited-subheading-2: INFLAMMATORY ARTICLES. bbox=[993, 1071, 1072, 1093]
news-paragraph: The herd of dairy cows owned by Mr W. Russell, of Hukanui, is recognised as amongst the best in the Forty-mile Bush. Dairymen will therefore be interested in the fact that on Thursday, September 2nd, the herd will be offered for sale by Messrs Abraham and Williams, Ltd. The herd includes 50 first-class dairy cows, 12 of which have calved and the rest will come in profit at factory dates. Pigs, horses, farm implements, household furniture, and 40 shares in the Ballance Dairy Company will also be offered. bbox=[155, 188, 279, 341]
score-row bbox=[699, 361, 822, 371]
score-row-label: A. Relf, c M'Alister, b Armstrong bbox=[698, 290, 809, 300]
championship-row: 1888 Masterton bbox=[698, 1556, 752, 1566]
column-8 bbox=[964, 52, 1100, 2001]
marton-body: The following incur 7lb penalties through wins at Wairarapa, and the Egmont-Wanganui Hunt Club's meetings:— bbox=[698, 1094, 822, 1134]
to-editor: To the Editor. bbox=[468, 1328, 509, 1338]
dateline: By Telegraph—Special to the Age. NAPIER, August 27. bbox=[844, 889, 948, 909]
revelations-heading: REVELATIONS. bbox=[973, 330, 1092, 347]
hockey-paragraph: TARANAKI (3) v. WANGANUI (1). bbox=[834, 996, 958, 1016]
sheep-row-value: 467,001 bbox=[659, 74, 686, 84]
cricket-subheading: AUSTRALIA V. SUSSEX. bbox=[706, 74, 815, 84]
score-row bbox=[699, 709, 822, 719]
championship-row: 1892 Masterton bbox=[698, 1596, 752, 1606]
score-row bbox=[699, 321, 822, 331]
revelations-subheading-2: PRIVILEGES TO CRIMINAL LUNATICS. bbox=[970, 363, 1094, 385]
score-row bbox=[699, 281, 822, 291]
maclaren-heading: MACLAREN ON THE TEST MATCHES. bbox=[700, 720, 820, 742]
championship-row: 1895 Greytown Masterton Red Star bbox=[834, 72, 955, 82]
score-row-label: Vine, lbw., b Armstrong bbox=[698, 250, 778, 260]
personal-paragraph: Resignations have been accepted by the Wellington Education Board as follows:—Mr A. M. Feist, head teacher, Clive; Miss I. O'Connor, sole teacher, Kaitoke; Mr J. Kershaw, head teacher, Hunua; and Miss N. Thomas, pupil teacher, Mount Cook; while leave of absence for six months was granted Miss Fitch, of the Training College, from February 1st, 1910. bbox=[155, 947, 279, 1059]
football-rows-continued bbox=[835, 52, 958, 225]
sussex-innings: First Innings. bbox=[739, 229, 781, 239]
sheep-row bbox=[563, 154, 686, 164]
championship-row: 1893 Red Star Greytown Masterton bbox=[834, 52, 955, 61]
personal-paragraph: Private advices from England state that Sir Robert Stout had entirely regained his health and was greatly enjoying his visit. He had met a number of the English judges and many other interesting people. On July 2nd Sir Robert was in Lucerne, making it a centre for a number of excursions in Switzerland, and was to attend the 350th anniversary of the University of Geneva, from July 7th to 10th. After visiting Switzerland and a part of Holland, it was intended Sir Robert Stout would go to Shetland and Scotland, leaving England for New Zealand in the second week of October. bbox=[155, 1186, 279, 1370]
championship-row: 1897 Greytown Union Carterton bbox=[834, 92, 944, 102]
score-row-label: Vincent, st. Carkeek, b Armstrong bbox=[698, 330, 811, 340]
score-row-label: Killick, b Noble bbox=[698, 270, 752, 280]
letter-paragraph: From the number returned from the South Wairarapa, in all fairness should be deducted quite 100,000 sheep depastured from Flat Point to Kaiwhata, and inland from there, including Te Wharau, part of Waipirau, Gladstone, and on properties adjacent to the Waingawa river. With this deduction the figures work out thus for the southern portion of the district:— bbox=[563, 174, 686, 286]
score-row bbox=[699, 669, 822, 679]
maclaren-body: A. C. MacLaren, in an article in "Country Life" on the test matches, says the Australians thoroughly deserved their victories, and proved themselves the best side. They played like good sportsmen, and could not have played fairer. Macartney's performance at Leeds was one of the finest of the year. The English batting through out, MacLaren declares, was unsound. bbox=[698, 765, 822, 877]
sheep-row-label: Castlepoint County bbox=[563, 114, 627, 124]
dateline: Received August 27, 8.5 a.m. LONDON, August 26. bbox=[971, 1117, 1093, 1137]
technical-paragraph: The reply received, which was read at last night's meeting of the Managers, stated that the examination classes conducted at their institution were entirely practical. In the preliminary grade students simply classed according to their spinning counts, in the Ordinary Grade they classed according to counts and to condition, and in the Honours Grade students were expected also to estimate their yields. The standard was a high one. In order to get a first class in the Preliminary Grade a student must not make a single mistake in his counts, and in the Ordinary Grade must not be very little out in his classing as to condition also. The letter also stated that there would probably be instituted this year a short theoretical examination of a simple nature, dealing mainly with the breeds of sheep, cross-breeding and its effect on wools, come backs, meaning of terms, etc. bbox=[563, 1191, 686, 1466]
newspaper-columns bbox=[14, 52, 1100, 1998]
sheep-row bbox=[563, 339, 686, 359]
championship-row: 1900 Carterton Greytown Masterton bbox=[834, 123, 957, 133]
championship-row: 1907 Carterton Greytown Red Star bbox=[834, 194, 952, 204]
sheep-row bbox=[563, 359, 686, 369]
grave-blunder-heading: A GRAVE BLUNDER. bbox=[448, 54, 530, 87]
